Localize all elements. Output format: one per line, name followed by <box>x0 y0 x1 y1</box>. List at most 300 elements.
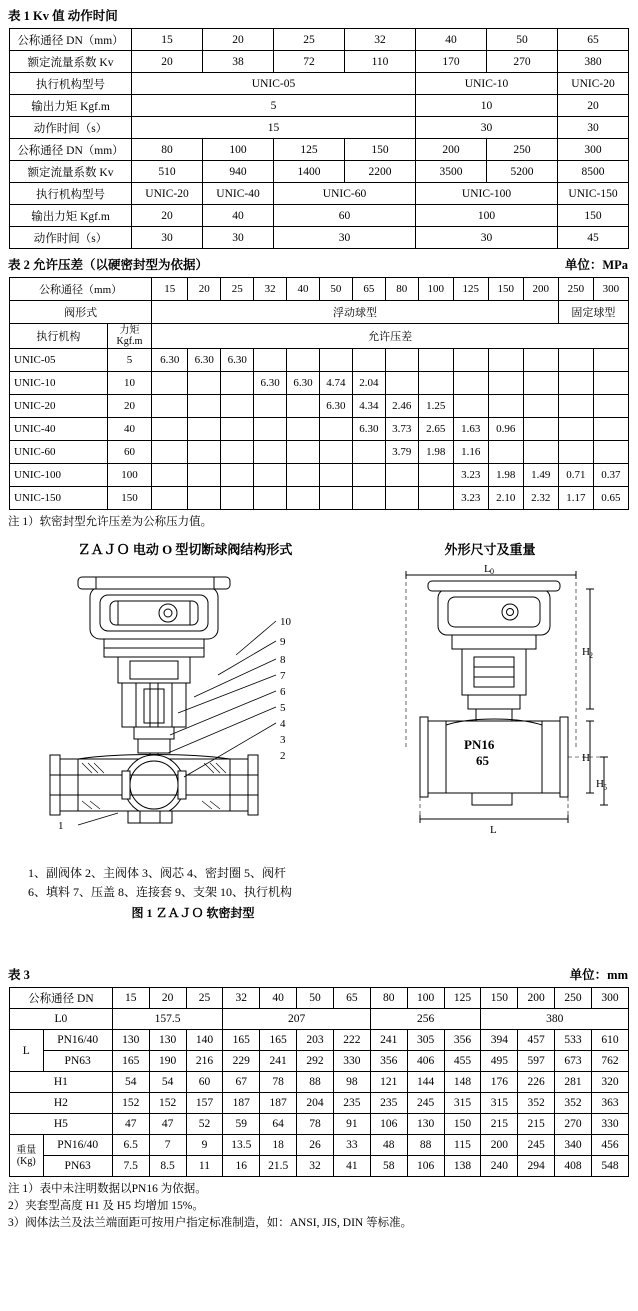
value-cell: 7 <box>149 1135 186 1156</box>
value-cell: 148 <box>444 1072 481 1093</box>
pressure-cell <box>254 418 287 441</box>
pressure-cell <box>287 349 320 372</box>
table-cell: 20 <box>132 51 203 73</box>
dimension-label-L0-sub: 0 <box>490 567 494 576</box>
value-cell: 32 <box>297 1156 334 1177</box>
pressure-cell <box>385 372 418 395</box>
value-cell: 235 <box>333 1093 370 1114</box>
value-cell: 495 <box>481 1051 518 1072</box>
value-cell: 610 <box>591 1030 628 1051</box>
table-row <box>10 418 629 441</box>
value-cell: 408 <box>555 1156 592 1177</box>
table-row <box>10 349 629 372</box>
pressure-cell <box>287 395 320 418</box>
value-cell: 9 <box>186 1135 223 1156</box>
callout-8: 8 <box>280 654 286 666</box>
l0-value-cell: 380 <box>481 1009 629 1030</box>
group-label-weight <box>10 1135 44 1177</box>
pressure-cell <box>254 441 287 464</box>
table3-title <box>8 965 638 983</box>
pressure-cell <box>385 464 418 487</box>
pressure-cell <box>221 372 254 395</box>
table-cell: 380 <box>558 51 629 73</box>
table-cell: 110 <box>345 51 416 73</box>
row-label: 动作时间（s） <box>10 117 132 139</box>
value-cell: 165 <box>223 1030 260 1051</box>
value-cell: 121 <box>370 1072 407 1093</box>
valve-dimensions-drawing <box>376 563 616 863</box>
table-dimensions-weight <box>9 987 629 1177</box>
pressure-cell <box>593 349 628 372</box>
size-header-cell: 65 <box>333 988 370 1009</box>
torque-value-cell: 20 <box>107 395 152 418</box>
dimension-label-H: H <box>582 752 590 764</box>
value-cell: 457 <box>518 1030 555 1051</box>
dimension-label-L: L <box>490 824 497 836</box>
value-cell: 54 <box>149 1072 186 1093</box>
pressure-cell: 1.63 <box>453 418 488 441</box>
row-label: H1 <box>10 1072 113 1093</box>
pressure-cell <box>188 487 221 510</box>
table-row <box>10 139 629 161</box>
table3-unit: 单位：mm <box>569 968 628 982</box>
pressure-cell: 6.30 <box>287 372 320 395</box>
row-label: 输出力矩 Kgf.m <box>10 95 132 117</box>
value-cell: 330 <box>591 1114 628 1135</box>
value-cell: 235 <box>370 1093 407 1114</box>
pressure-cell <box>254 487 287 510</box>
table-cell: 270 <box>487 51 558 73</box>
value-cell: 21.5 <box>260 1156 297 1177</box>
value-cell: 41 <box>333 1156 370 1177</box>
row-label: H5 <box>10 1114 113 1135</box>
table-cell: UNIC-05 <box>132 73 416 95</box>
value-cell: 144 <box>407 1072 444 1093</box>
l0-row <box>10 1009 629 1030</box>
value-cell: 140 <box>186 1030 223 1051</box>
pressure-cell: 1.17 <box>558 487 593 510</box>
pressure-cell <box>488 349 523 372</box>
pressure-cell <box>593 372 628 395</box>
table-cell: 940 <box>203 161 274 183</box>
pressure-cell: 1.25 <box>418 395 453 418</box>
l0-value-cell: 256 <box>370 1009 481 1030</box>
size-header-cell: 40 <box>260 988 297 1009</box>
header-label: 公称通径 DN <box>10 988 113 1009</box>
table-cell: UNIC-60 <box>274 183 416 205</box>
value-cell: 16 <box>223 1156 260 1177</box>
value-cell: 187 <box>260 1093 297 1114</box>
pressure-cell: 6.30 <box>352 418 385 441</box>
value-cell: 394 <box>481 1030 518 1051</box>
table-cell: UNIC-100 <box>416 183 558 205</box>
pressure-cell: 0.96 <box>488 418 523 441</box>
value-cell: 88 <box>297 1072 334 1093</box>
pressure-cell <box>488 372 523 395</box>
pressure-cell <box>523 349 558 372</box>
table-cell: 72 <box>274 51 345 73</box>
value-cell: 98 <box>333 1072 370 1093</box>
size-header-cell: 250 <box>558 278 593 301</box>
value-cell: 130 <box>149 1030 186 1051</box>
pressure-cell: 6.30 <box>254 372 287 395</box>
value-cell: 241 <box>260 1051 297 1072</box>
actuator-model-cell: UNIC-60 <box>10 441 108 464</box>
table-cell: 65 <box>558 29 629 51</box>
table-cell: 45 <box>558 227 629 249</box>
value-cell: 54 <box>112 1072 149 1093</box>
row-label: 额定流量系数 Kv <box>10 51 132 73</box>
size-header-cell: 50 <box>319 278 352 301</box>
size-header-cell: 20 <box>188 278 221 301</box>
row-label: 公称通径 DN（mm） <box>10 139 132 161</box>
dimension-label-H5: H <box>596 778 604 790</box>
value-cell: 292 <box>297 1051 334 1072</box>
value-cell: 64 <box>260 1114 297 1135</box>
pressure-cell <box>287 418 320 441</box>
pressure-cell <box>488 395 523 418</box>
pressure-cell: 3.23 <box>453 487 488 510</box>
size-header-cell: 300 <box>593 278 628 301</box>
pressure-cell: 6.30 <box>221 349 254 372</box>
value-cell: 130 <box>407 1114 444 1135</box>
table-cell: 510 <box>132 161 203 183</box>
row-label: 输出力矩 Kgf.m <box>10 205 132 227</box>
pressure-cell <box>385 487 418 510</box>
table-row <box>10 117 629 139</box>
table2-unit: 单位：MPa <box>564 258 628 272</box>
value-cell: 190 <box>149 1051 186 1072</box>
callout-2: 2 <box>280 750 286 762</box>
l0-value-cell: 207 <box>223 1009 370 1030</box>
pressure-cell <box>152 418 188 441</box>
size-header-cell: 200 <box>523 278 558 301</box>
pressure-cell <box>254 464 287 487</box>
torque-label <box>107 324 152 349</box>
value-cell: 352 <box>518 1093 555 1114</box>
value-cell: 60 <box>186 1072 223 1093</box>
size-header-cell: 32 <box>223 988 260 1009</box>
value-cell: 456 <box>591 1135 628 1156</box>
size-header-cell: 150 <box>481 988 518 1009</box>
value-cell: 18 <box>260 1135 297 1156</box>
size-header-cell: 15 <box>112 988 149 1009</box>
table-cell: 32 <box>345 29 416 51</box>
value-cell: 176 <box>481 1072 518 1093</box>
valve-type-fixed: 固定球型 <box>558 301 628 324</box>
table-cell: 38 <box>203 51 274 73</box>
value-cell: 406 <box>407 1051 444 1072</box>
value-cell: 138 <box>444 1156 481 1177</box>
pressure-cell <box>152 372 188 395</box>
pressure-cell <box>523 372 558 395</box>
table-cell: 150 <box>345 139 416 161</box>
value-cell: 58 <box>370 1156 407 1177</box>
value-cell: 152 <box>112 1093 149 1114</box>
size-header-cell: 100 <box>407 988 444 1009</box>
table-cell: 100 <box>416 205 558 227</box>
pressure-cell <box>488 441 523 464</box>
pressure-cell: 0.37 <box>593 464 628 487</box>
table-cell: 150 <box>558 205 629 227</box>
pressure-cell: 1.16 <box>453 441 488 464</box>
torque-value-cell: 60 <box>107 441 152 464</box>
value-cell: 216 <box>186 1051 223 1072</box>
pressure-cell <box>152 487 188 510</box>
group-label-L: L <box>10 1030 44 1072</box>
table-row <box>10 1051 629 1072</box>
table-row <box>10 487 629 510</box>
pressure-cell <box>254 395 287 418</box>
value-cell: 533 <box>555 1030 592 1051</box>
callout-6: 6 <box>280 686 286 698</box>
table-cell: 80 <box>132 139 203 161</box>
size-header-cell: 25 <box>186 988 223 1009</box>
value-cell: 13.5 <box>223 1135 260 1156</box>
value-cell: 215 <box>518 1114 555 1135</box>
callout-4: 4 <box>280 718 286 730</box>
table-row <box>10 29 629 51</box>
value-cell: 330 <box>333 1051 370 1072</box>
row-label: 执行机构型号 <box>10 183 132 205</box>
pressure-cell: 3.79 <box>385 441 418 464</box>
callout-10: 10 <box>280 616 291 628</box>
value-cell: 52 <box>186 1114 223 1135</box>
callout-3: 3 <box>280 734 286 746</box>
pressure-cell: 2.32 <box>523 487 558 510</box>
torque-label-line1: 力矩 <box>119 325 140 336</box>
table-cell: 40 <box>203 205 274 227</box>
header-label: 公称通径（mm） <box>10 278 152 301</box>
value-cell: 673 <box>555 1051 592 1072</box>
value-cell: 222 <box>333 1030 370 1051</box>
value-cell: 47 <box>149 1114 186 1135</box>
pressure-cell <box>188 395 221 418</box>
table2-title-text: 表 2 允许压差（以硬密封型为依据） <box>8 258 209 272</box>
torque-value-cell: 5 <box>107 349 152 372</box>
pressure-cell <box>523 441 558 464</box>
value-cell: 187 <box>223 1093 260 1114</box>
value-cell: 215 <box>481 1114 518 1135</box>
table-cell: 30 <box>274 227 416 249</box>
pressure-cell <box>287 464 320 487</box>
table-cell: 170 <box>416 51 487 73</box>
table-row <box>10 395 629 418</box>
size-header-cell: 32 <box>254 278 287 301</box>
pressure-cell <box>188 418 221 441</box>
pressure-cell <box>287 487 320 510</box>
table-row <box>10 1135 629 1156</box>
pressure-cell: 6.30 <box>319 395 352 418</box>
note-line: 3）阀体法兰及法兰端面距可按用户指定标准制造，如：ANSI, JIS, DIN 等标准。 <box>8 1217 413 1229</box>
pressure-cell <box>593 395 628 418</box>
pressure-cell <box>352 487 385 510</box>
value-cell: 106 <box>407 1156 444 1177</box>
figures-section <box>0 539 638 959</box>
actuator-model-cell: UNIC-40 <box>10 418 108 441</box>
size-header-cell: 150 <box>488 278 523 301</box>
pressure-cell <box>254 349 287 372</box>
table-cell: 30 <box>132 227 203 249</box>
table-cell: 40 <box>416 29 487 51</box>
note-line: 2）夹套型高度 H1 及 H5 均增加 15%。 <box>8 1200 204 1212</box>
row-label: PN63 <box>43 1051 112 1072</box>
size-header-cell: 65 <box>352 278 385 301</box>
pressure-cell <box>352 349 385 372</box>
table-row <box>10 95 629 117</box>
value-cell: 78 <box>260 1072 297 1093</box>
pressure-cell <box>453 395 488 418</box>
pressure-cell: 2.04 <box>352 372 385 395</box>
row-label: H2 <box>10 1093 113 1114</box>
valve-type-label: 阀形式 <box>10 301 152 324</box>
value-cell: 240 <box>481 1156 518 1177</box>
value-cell: 91 <box>333 1114 370 1135</box>
pressure-cell: 6.30 <box>152 349 188 372</box>
value-cell: 356 <box>370 1051 407 1072</box>
value-cell: 6.5 <box>112 1135 149 1156</box>
table-row <box>10 1093 629 1114</box>
table-cell: 25 <box>274 29 345 51</box>
size-header-cell: 125 <box>453 278 488 301</box>
dimension-label-H2: H <box>582 646 590 658</box>
table-cell: UNIC-150 <box>558 183 629 205</box>
pressure-cell: 6.30 <box>188 349 221 372</box>
table-row <box>10 1072 629 1093</box>
table-row <box>10 1114 629 1135</box>
table-cell: 2200 <box>345 161 416 183</box>
value-cell: 548 <box>591 1156 628 1177</box>
value-cell: 130 <box>112 1030 149 1051</box>
valve-structure-drawing <box>18 563 358 863</box>
body-mark-pn16: PN16 <box>464 737 495 752</box>
row-label: PN63 <box>43 1156 112 1177</box>
table-cell: 30 <box>416 227 558 249</box>
value-cell: 281 <box>555 1072 592 1093</box>
table-cell: 20 <box>132 205 203 227</box>
legend-line-2: 6、填料 7、压盖 8、连接套 9、支架 10、执行机构 <box>28 885 293 899</box>
callout-7: 7 <box>280 670 286 682</box>
value-cell: 204 <box>297 1093 334 1114</box>
size-header-cell: 15 <box>152 278 188 301</box>
actuator-model-cell: UNIC-100 <box>10 464 108 487</box>
value-cell: 270 <box>555 1114 592 1135</box>
dimension-label-H2-sub: 2 <box>589 651 593 660</box>
pressure-cell <box>453 349 488 372</box>
pressure-cell <box>319 487 352 510</box>
table-cell: 125 <box>274 139 345 161</box>
value-cell: 315 <box>444 1093 481 1114</box>
table3-title-text: 表 3 <box>8 968 30 982</box>
value-cell: 47 <box>112 1114 149 1135</box>
value-cell: 67 <box>223 1072 260 1093</box>
value-cell: 245 <box>407 1093 444 1114</box>
pressure-cell <box>523 395 558 418</box>
pressure-cell: 1.49 <box>523 464 558 487</box>
table-cell: 30 <box>416 117 558 139</box>
pressure-cell: 1.98 <box>418 441 453 464</box>
value-cell: 165 <box>260 1030 297 1051</box>
datasheet-page <box>0 6 638 1311</box>
pressure-cell <box>152 441 188 464</box>
size-header-cell: 200 <box>518 988 555 1009</box>
table-cell: 5200 <box>487 161 558 183</box>
table3-notes <box>8 1181 638 1232</box>
table-cell: 15 <box>132 117 416 139</box>
l0-value-cell: 157.5 <box>112 1009 223 1030</box>
table-cell: 250 <box>487 139 558 161</box>
pressure-cell <box>523 418 558 441</box>
value-cell: 157 <box>186 1093 223 1114</box>
value-cell: 229 <box>223 1051 260 1072</box>
pressure-cell <box>221 395 254 418</box>
valve-type-float: 浮动球型 <box>152 301 559 324</box>
pressure-cell <box>352 441 385 464</box>
table-allowable-differential-pressure <box>9 277 629 510</box>
size-header-cell: 80 <box>370 988 407 1009</box>
table-cell: 20 <box>558 95 629 117</box>
value-cell: 78 <box>297 1114 334 1135</box>
table-cell: 10 <box>416 95 558 117</box>
row-label: PN16/40 <box>43 1135 112 1156</box>
size-header-cell: 50 <box>297 988 334 1009</box>
value-cell: 8.5 <box>149 1156 186 1177</box>
row-label: 执行机构型号 <box>10 73 132 95</box>
table2-note-line: 注 1）软密封型允许压差为公称压力值。 <box>8 516 213 528</box>
torque-label-line2: Kgf.m <box>116 336 143 347</box>
value-cell: 115 <box>444 1135 481 1156</box>
table-cell: 30 <box>558 117 629 139</box>
pressure-cell: 0.65 <box>593 487 628 510</box>
table-cell: UNIC-20 <box>558 73 629 95</box>
pressure-cell <box>418 464 453 487</box>
size-header-cell: 250 <box>555 988 592 1009</box>
value-cell: 152 <box>149 1093 186 1114</box>
table-cell: 20 <box>203 29 274 51</box>
callout-5: 5 <box>280 702 286 714</box>
table-row <box>10 183 629 205</box>
size-header-cell: 20 <box>149 988 186 1009</box>
table-cell: UNIC-20 <box>132 183 203 205</box>
torque-value-cell: 40 <box>107 418 152 441</box>
size-header-cell: 40 <box>287 278 320 301</box>
torque-value-cell: 100 <box>107 464 152 487</box>
value-cell: 7.5 <box>112 1156 149 1177</box>
torque-value-cell: 10 <box>107 372 152 395</box>
actuator-model-cell: UNIC-20 <box>10 395 108 418</box>
value-cell: 11 <box>186 1156 223 1177</box>
table2-note <box>8 514 638 531</box>
pressure-cell <box>319 441 352 464</box>
actuator-model-cell: UNIC-150 <box>10 487 108 510</box>
pressure-cell <box>319 464 352 487</box>
pressure-cell <box>188 372 221 395</box>
table-row <box>10 372 629 395</box>
pressure-cell: 4.34 <box>352 395 385 418</box>
note-line: 注 1）表中未注明数据以PN16 为依据。 <box>8 1183 207 1195</box>
actuator-label: 执行机构 <box>10 324 108 349</box>
value-cell: 455 <box>444 1051 481 1072</box>
pressure-cell <box>453 372 488 395</box>
row-label: 动作时间（s） <box>10 227 132 249</box>
table-row <box>10 227 629 249</box>
pressure-cell <box>352 464 385 487</box>
actuator-model-cell: UNIC-05 <box>10 349 108 372</box>
value-cell: 320 <box>591 1072 628 1093</box>
pressure-cell: 0.71 <box>558 464 593 487</box>
pressure-cell <box>558 441 593 464</box>
pressure-cell <box>319 349 352 372</box>
